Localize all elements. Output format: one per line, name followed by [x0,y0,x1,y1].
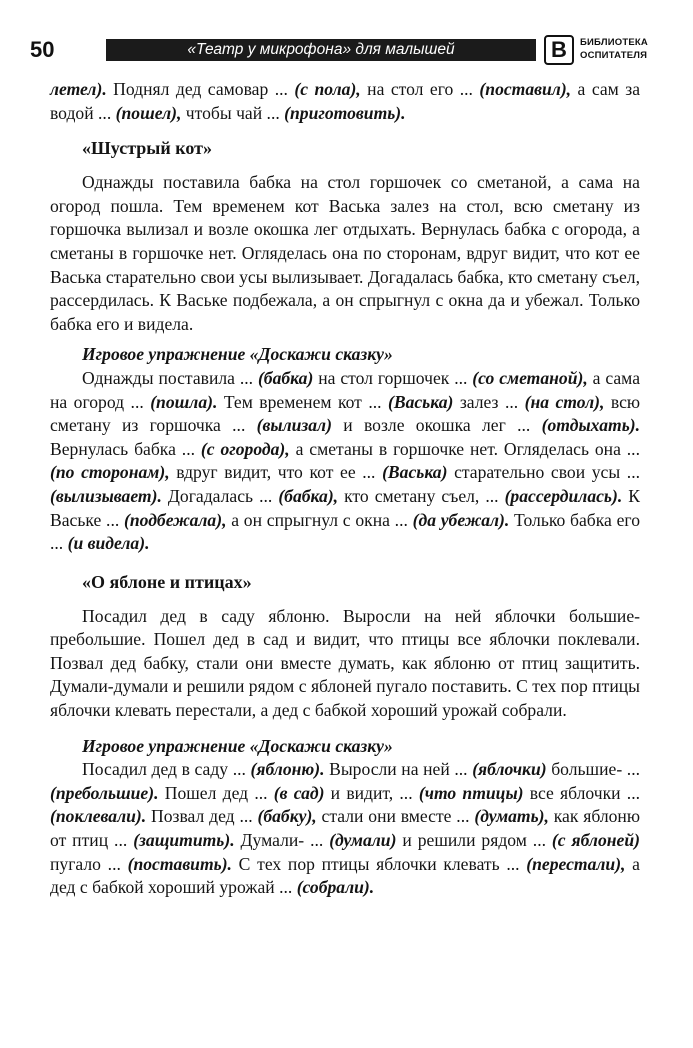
story-text-quick-cat: Однажды поставила бабка на стол горшочек со сметаной, а сама на огород пошла. Тем временем кот Васька залез на стол, всю сметану из горшочка вылизал и возле окошка лег отдыхать. Вернулась бабка с огорода, а сметаны в горшочке нет. Огляделась она по сторонам, вдруг видит, что кот ее Васька старательно свои усы вылизывает. Догадалась бабка, кто сметану съел, рассердилась. К Ваське подбежала, а он спрыгнул с окна да и убежал. Только бабка его и видела. [50,172,640,334]
book-title-bar: «Театр у микрофона» для малышей [106,39,536,61]
story-title-apple-tree: «О яблоне и птицах» [82,571,252,592]
series-name-line-1: БИБЛИОТЕКА [580,37,648,48]
exercise-title-1: Игровое упражнение «Доскажи сказку» [82,344,393,365]
series-name-line-2: ОСПИТАТЕЛЯ [580,50,648,61]
exercise-text-2: Посадил дед в саду ... (яблоню). Выросли на ней ... (яблочки) большие- ... (пребольшие). Пошел дед ... (в сад) и видит, ... (что птицы) все яблочки ... (поклевали). Позвал дед ... (бабку), стали они вместе ... (думать), как яблоню от птиц ... (защитить). Думали- ... (думали) и решили рядом ... (с яблоней) пугало ... (поставить). С тех пор птицы яблочки клевать ... (перестали), а дед с бабкой хороший урожай ... (собрали). [50,759,640,898]
page-content [50,78,640,900]
page-header [30,32,670,68]
exercise-text-1: Однажды поставила ... (бабка) на стол горшочек ... (со сметаной), а сама на огород ... (пошла). Тем временем кот ... (Васька) залез ... (на стол), всю сметану из горшочка ... (вылизал) и возле окошка лег ... (отдыхать). Вернулась бабка ... (с огорода), а сметаны в горшочке нет. Огляделась она ... (по сторонам), вдруг видит, что кот ее ... (Васька) старательно свои усы ... (вылизывает). Догадалась ... (бабка), кто сметану съел, ... (рассердилась). К Ваське ... (подбежала), а он спрыгнул с окна ... (да убежал). Только бабка его ... (и видела). [50,367,641,554]
series-logo-icon: В [544,35,574,65]
page-number: 50 [30,37,55,62]
story-text-apple-tree: Посадил дед в саду яблоню. Выросли на ней яблочки большие-пребольшие. Пошел дед в сад и видит, что птицы все яблочки поклевали. Позвал дед бабку, стали они вместе думать, как яблоню от птиц защитить. Думали-думали и решили рядом с яблоней пугало поставить. С тех пор птицы яблочки клевать перестали, а дед с бабкой хороший урожай собрали. [50,605,640,721]
story-title-quick-cat: «Шустрый кот» [82,138,212,159]
intro-paragraph: летел). Поднял дед самовар ... (с пола), на стол его ... (поставил), а сам за водой ... (пошел), чтобы чай ... (приготовить). [50,79,640,123]
series-name [580,36,672,62]
exercise-title-2: Игровое упражнение «Доскажи сказку» [82,735,393,756]
